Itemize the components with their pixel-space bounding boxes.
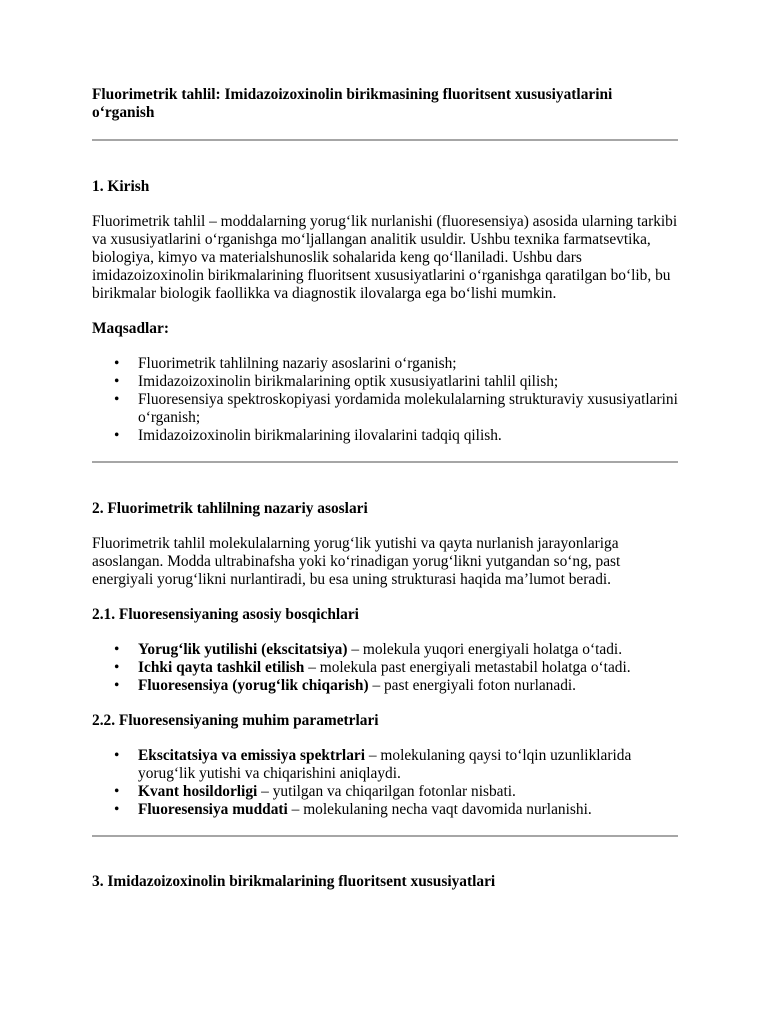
subsection-heading-stages: 2.1. Fluoresensiyaning asosiy bosqichlari	[92, 606, 359, 623]
list-item-desc: – molekula past energiyali metastabil holatga o‘tadi.	[304, 659, 631, 676]
list-item-term: Ekscitatsiya va emissiya spektrlari	[138, 747, 366, 764]
list-item	[138, 783, 678, 801]
section-divider	[92, 835, 678, 837]
subsection-heading-parameters: 2.2. Fluoresensiyaning muhim parametrlari	[92, 712, 379, 729]
list-item: • Imidazoizoxinolin birikmalarining ilovalarini tadqiq qilish.	[138, 427, 678, 445]
list-item-term: Yorug‘lik yutilishi (ekscitatsiya)	[138, 641, 348, 658]
list-item-term: Fluoresensiya muddati	[138, 801, 288, 818]
list-item-term: Fluoresensiya (yorug‘lik chiqarish)	[138, 677, 369, 694]
section-heading-properties: 3. Imidazoizoxinolin birikmalarining fluoritsent xususiyatlari	[92, 873, 496, 890]
list-item	[138, 659, 678, 677]
parameters-list	[92, 747, 678, 819]
section-divider	[92, 461, 678, 463]
section-heading-intro: 1. Kirish	[92, 178, 150, 195]
list-item-desc: – molekulaning qaysi to‘lqin uzunliklarida yorug‘lik yutishi va chiqarishini aniqlaydi.	[138, 747, 632, 782]
list-item: • Fluorimetrik tahlilning nazariy asoslarini o‘rganish;	[138, 355, 678, 373]
list-item	[138, 641, 678, 659]
list-item: • Imidazoizoxinolin birikmalarining optik xususiyatlarini tahlil qilish;	[138, 373, 678, 391]
goals-list	[92, 355, 678, 445]
list-item-term: Ichki qayta tashkil etilish	[138, 659, 305, 676]
list-item-desc: – yutilgan va chiqarilgan fotonlar nisbati.	[257, 783, 516, 800]
list-item: • Fluoresensiya spektroskopiyasi yordamida molekulalarning strukturaviy xususiyatlarini o‘rganish;	[138, 391, 678, 427]
list-item	[138, 801, 678, 819]
list-item	[138, 747, 678, 783]
intro-paragraph: Fluorimetrik tahlil – moddalarning yorug‘lik nurlanishi (fluoresensiya) asosida ularning tarkibi va xususiyatlarini o‘rganishga mo‘ljallangan analitik usuldir. Ushbu texnika farmatsevtika, biologiya, kimyo va materialshunoslik sohalarida keng qo‘llaniladi. Ushbu dars imidazoizoxinolin birikmalarining fluoritsent xususiyatlarini o‘rganishga qaratilgan bo‘lib, bu birikmalar biologik faollikka va diagnostik ilovalarga ega bo‘lishi mumkin.	[92, 213, 678, 302]
list-item	[138, 677, 678, 695]
list-item-desc: – molekula yuqori energiyali holatga o‘tadi.	[347, 641, 623, 658]
document-title: Fluorimetrik tahlil: Imidazoizoxinolin birikmasining fluoritsent xususiyatlarini o‘rganish	[92, 86, 613, 121]
section-heading-theory: 2. Fluorimetrik tahlilning nazariy asoslari	[92, 500, 368, 517]
list-item-desc: – past energiyali foton nurlanadi.	[368, 677, 577, 694]
stages-list	[92, 641, 678, 695]
document-body	[92, 86, 678, 891]
list-item-term: Kvant hosildorligi	[138, 783, 258, 800]
section-divider	[92, 139, 678, 141]
goals-heading: Maqsadlar:	[92, 320, 169, 337]
theory-paragraph: Fluorimetrik tahlil molekulalarning yorug‘lik yutishi va qayta nurlanish jarayonlariga asoslangan. Modda ultrabinafsha yoki ko‘rinadigan yorug‘likni yutgandan so‘ng, past energiyali yorug‘likni nurlantiradi, bu esa uning strukturasi haqida ma’lumot beradi.	[92, 535, 621, 588]
list-item-desc: – molekulaning necha vaqt davomida nurlanishi.	[287, 801, 592, 818]
